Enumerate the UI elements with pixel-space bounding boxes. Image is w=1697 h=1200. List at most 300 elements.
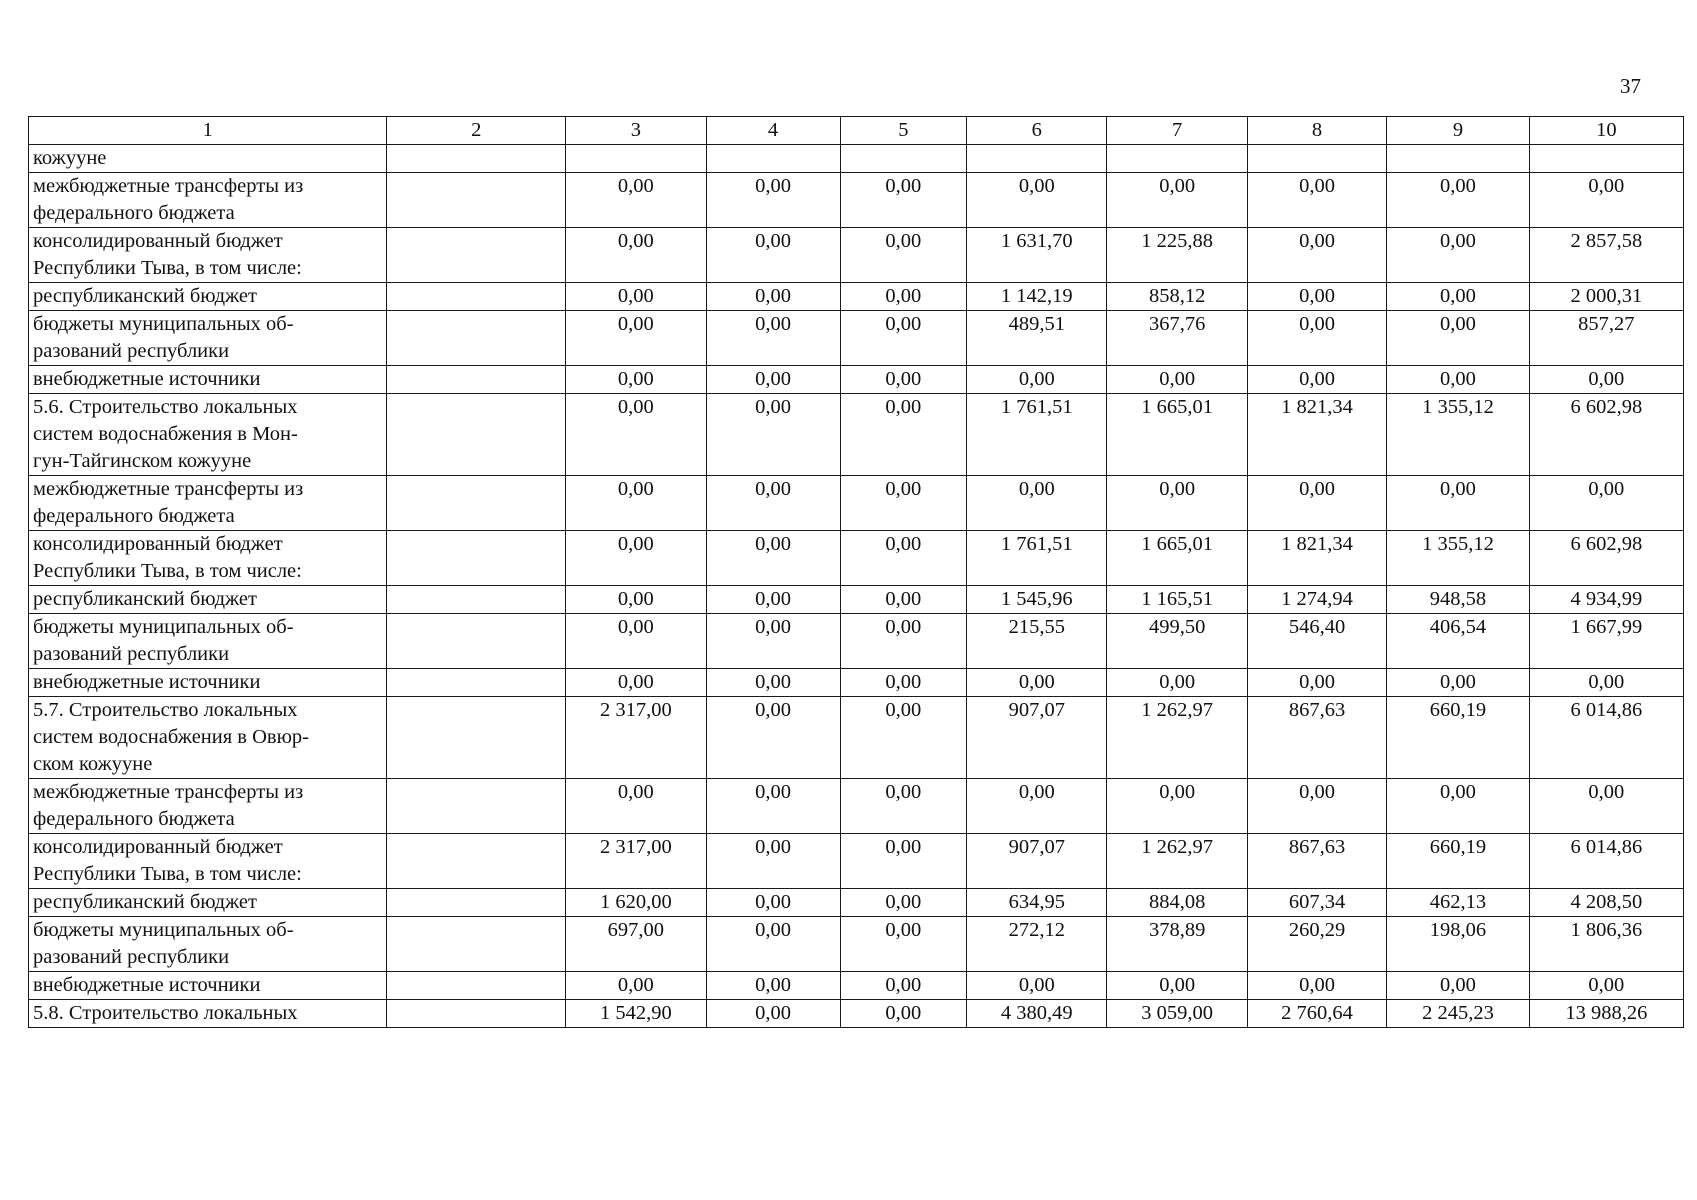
value-cell: [706, 614, 840, 669]
value-cell: [566, 1000, 706, 1028]
empty-cell: [387, 697, 566, 779]
cell-value: 260,29: [1288, 919, 1346, 941]
value-cell: [840, 531, 967, 586]
value-cell: [1107, 697, 1247, 779]
value-cell: [1107, 145, 1247, 173]
value-cell: [1107, 311, 1247, 366]
table-body: [29, 117, 1684, 1028]
cell-value: 1 165,51: [1141, 588, 1214, 610]
cell-value: 0,00: [755, 1002, 791, 1024]
value-cell: [1247, 779, 1386, 834]
value-cell: [1529, 669, 1683, 697]
row-label-cell: [29, 531, 387, 586]
cell-value: 4 380,49: [1000, 1002, 1073, 1024]
row-label-cell: [29, 173, 387, 228]
empty-cell: [387, 586, 566, 614]
value-cell: [1387, 917, 1530, 972]
value-cell: [1387, 531, 1530, 586]
row-label: внебюджетные источники: [33, 671, 261, 693]
cell-value: 948,58: [1429, 588, 1487, 610]
value-cell: [1107, 889, 1247, 917]
value-cell: [840, 228, 967, 283]
table-row: [29, 889, 1684, 917]
value-cell: [1387, 889, 1530, 917]
cell-value: 0,00: [1440, 285, 1476, 307]
value-cell: [1529, 834, 1683, 889]
value-cell: [1529, 1000, 1683, 1028]
cell-value: 0,00: [755, 671, 791, 693]
cell-value: 660,19: [1429, 836, 1487, 858]
empty-cell: [387, 917, 566, 972]
value-cell: [1247, 972, 1386, 1000]
value-cell: [840, 779, 967, 834]
value-cell: [1387, 972, 1530, 1000]
cell-value: 0,00: [885, 588, 922, 610]
cell-value: 6 602,98: [1570, 396, 1643, 418]
value-cell: [967, 311, 1107, 366]
row-label: кожууне: [33, 147, 107, 169]
value-cell: [1529, 779, 1683, 834]
cell-value: 1 761,51: [1000, 533, 1073, 555]
cell-value: 0,00: [755, 699, 791, 721]
budget-table: [28, 116, 1684, 1028]
value-cell: [1247, 697, 1386, 779]
table-row: [29, 531, 1684, 586]
cell-value: 0,00: [1018, 974, 1055, 996]
value-cell: [1107, 283, 1247, 311]
row-label: внебюджетные источники: [33, 368, 261, 390]
value-cell: [967, 173, 1107, 228]
cell-value: 0,00: [1018, 175, 1055, 197]
value-cell: [840, 1000, 967, 1028]
cell-value: 0,00: [885, 1002, 922, 1024]
cell-value: 1 542,90: [599, 1002, 672, 1024]
table-row: [29, 145, 1684, 173]
cell-value: 272,12: [1008, 919, 1065, 941]
value-cell: [1247, 311, 1386, 366]
cell-value: 4 208,50: [1570, 891, 1643, 913]
table-row: [29, 834, 1684, 889]
value-cell: [1529, 394, 1683, 476]
row-label-cell: [29, 311, 387, 366]
cell-value: 0,00: [617, 285, 654, 307]
value-cell: [1529, 476, 1683, 531]
cell-value: 1 761,51: [1000, 396, 1073, 418]
cell-value: 0,00: [755, 533, 791, 555]
value-cell: [1247, 669, 1386, 697]
cell-value: 378,89: [1148, 919, 1206, 941]
row-label: бюджеты муниципальных об- разований республики: [33, 616, 294, 665]
value-cell: [1387, 173, 1530, 228]
value-cell: [1529, 531, 1683, 586]
value-cell: [1107, 614, 1247, 669]
value-cell: [566, 917, 706, 972]
value-cell: [566, 834, 706, 889]
cell-value: 0,00: [1440, 368, 1476, 390]
cell-value: 867,63: [1288, 699, 1346, 721]
value-cell: [840, 366, 967, 394]
header-cell-8: 8: [1247, 117, 1386, 145]
value-cell: [1387, 394, 1530, 476]
value-cell: [1247, 228, 1386, 283]
value-cell: [967, 476, 1107, 531]
row-label: 5.7. Строительство локальных систем водоснабжения в Овюр- ском кожууне: [33, 699, 309, 775]
value-cell: [1107, 476, 1247, 531]
cell-value: 607,34: [1288, 891, 1346, 913]
value-cell: [1247, 366, 1386, 394]
cell-value: 546,40: [1288, 616, 1346, 638]
cell-value: 0,00: [1018, 478, 1055, 500]
cell-value: 0,00: [755, 836, 791, 858]
cell-value: 0,00: [1588, 671, 1625, 693]
value-cell: [706, 1000, 840, 1028]
cell-value: 215,55: [1008, 616, 1065, 638]
cell-value: 1 545,96: [1000, 588, 1073, 610]
value-cell: [840, 476, 967, 531]
table-row: [29, 917, 1684, 972]
table-row: [29, 311, 1684, 366]
value-cell: [1387, 145, 1530, 173]
row-label-cell: [29, 145, 387, 173]
value-cell: [1247, 283, 1386, 311]
table-row: [29, 669, 1684, 697]
cell-value: 3 059,00: [1141, 1002, 1214, 1024]
value-cell: [967, 1000, 1107, 1028]
cell-value: 2 760,64: [1281, 1002, 1353, 1024]
cell-value: 0,00: [1159, 175, 1196, 197]
value-cell: [566, 311, 706, 366]
value-cell: [1387, 476, 1530, 531]
empty-cell: [387, 366, 566, 394]
table-row: [29, 586, 1684, 614]
cell-value: 0,00: [617, 533, 654, 555]
cell-value: 198,06: [1429, 919, 1487, 941]
cell-value: 0,00: [1588, 368, 1625, 390]
cell-value: 2 245,23: [1422, 1002, 1494, 1024]
value-cell: [967, 972, 1107, 1000]
table-row: [29, 697, 1684, 779]
cell-value: 0,00: [885, 313, 922, 335]
cell-value: 0,00: [1440, 478, 1476, 500]
cell-value: 0,00: [755, 478, 791, 500]
value-cell: [840, 394, 967, 476]
value-cell: [1247, 889, 1386, 917]
value-cell: [1529, 972, 1683, 1000]
value-cell: [566, 614, 706, 669]
table-row: [29, 1000, 1684, 1028]
cell-value: 0,00: [617, 671, 654, 693]
empty-cell: [387, 614, 566, 669]
value-cell: [706, 366, 840, 394]
header-cell-9: 9: [1387, 117, 1530, 145]
value-cell: [840, 697, 967, 779]
row-label: 5.8. Строительство локальных: [33, 1002, 298, 1024]
cell-value: 0,00: [1440, 313, 1476, 335]
value-cell: [967, 531, 1107, 586]
table-row: [29, 476, 1684, 531]
value-cell: [706, 834, 840, 889]
cell-value: 0,00: [755, 781, 791, 803]
value-cell: [967, 145, 1107, 173]
value-cell: [706, 586, 840, 614]
value-cell: [1387, 614, 1530, 669]
value-cell: [1387, 1000, 1530, 1028]
value-cell: [967, 366, 1107, 394]
value-cell: [706, 394, 840, 476]
value-cell: [706, 145, 840, 173]
value-cell: [566, 173, 706, 228]
cell-value: 0,00: [1588, 974, 1625, 996]
cell-value: 0,00: [1159, 974, 1196, 996]
empty-cell: [387, 834, 566, 889]
value-cell: [1387, 311, 1530, 366]
row-label-cell: [29, 889, 387, 917]
cell-value: 634,95: [1008, 891, 1065, 913]
value-cell: [1529, 917, 1683, 972]
value-cell: [1247, 173, 1386, 228]
cell-value: 0,00: [885, 974, 922, 996]
cell-value: 0,00: [617, 478, 654, 500]
value-cell: [1247, 531, 1386, 586]
header-cell-10: 10: [1529, 117, 1683, 145]
value-cell: [1107, 779, 1247, 834]
value-cell: [1247, 586, 1386, 614]
value-cell: [840, 586, 967, 614]
row-label-cell: [29, 476, 387, 531]
value-cell: [1247, 1000, 1386, 1028]
table-row: [29, 228, 1684, 283]
cell-value: 0,00: [1440, 671, 1476, 693]
row-label-cell: [29, 972, 387, 1000]
value-cell: [566, 697, 706, 779]
cell-value: 0,00: [1299, 478, 1335, 500]
row-label: республиканский бюджет: [33, 285, 257, 307]
value-cell: [967, 917, 1107, 972]
cell-value: 0,00: [1299, 285, 1335, 307]
value-cell: [967, 697, 1107, 779]
value-cell: [1107, 1000, 1247, 1028]
cell-value: 1 667,99: [1570, 616, 1643, 638]
cell-value: 2 317,00: [599, 699, 672, 721]
cell-value: 1 262,97: [1141, 836, 1214, 858]
empty-cell: [387, 972, 566, 1000]
row-label-cell: [29, 1000, 387, 1028]
value-cell: [1529, 311, 1683, 366]
cell-value: 13 988,26: [1565, 1002, 1648, 1024]
value-cell: [1529, 366, 1683, 394]
row-label-cell: [29, 586, 387, 614]
value-cell: [967, 834, 1107, 889]
row-label: республиканский бюджет: [33, 588, 257, 610]
cell-value: 0,00: [885, 285, 922, 307]
cell-value: 0,00: [1299, 230, 1335, 252]
table-row: [29, 173, 1684, 228]
value-cell: [566, 476, 706, 531]
value-cell: [706, 531, 840, 586]
cell-value: 0,00: [755, 175, 791, 197]
value-cell: [566, 669, 706, 697]
value-cell: [566, 889, 706, 917]
cell-value: 0,00: [1159, 781, 1196, 803]
value-cell: [840, 669, 967, 697]
cell-value: 0,00: [617, 175, 654, 197]
cell-value: 0,00: [885, 891, 922, 913]
cell-value: 406,54: [1429, 616, 1487, 638]
value-cell: [840, 145, 967, 173]
cell-value: 0,00: [755, 588, 791, 610]
cell-value: 0,00: [617, 781, 654, 803]
row-label-cell: [29, 834, 387, 889]
value-cell: [840, 283, 967, 311]
cell-value: 0,00: [755, 285, 791, 307]
cell-value: 0,00: [885, 368, 922, 390]
cell-value: 697,00: [607, 919, 664, 941]
header-cell-2: 2: [387, 117, 566, 145]
cell-value: 1 821,34: [1281, 396, 1353, 418]
empty-cell: [387, 228, 566, 283]
value-cell: [1247, 394, 1386, 476]
cell-value: 6 014,86: [1570, 836, 1643, 858]
empty-cell: [387, 889, 566, 917]
row-label: внебюджетные источники: [33, 974, 261, 996]
row-label: межбюджетные трансферты из федерального бюджета: [33, 781, 304, 830]
value-cell: [1387, 228, 1530, 283]
cell-value: 0,00: [885, 396, 922, 418]
value-cell: [706, 311, 840, 366]
empty-cell: [387, 311, 566, 366]
row-label-cell: [29, 283, 387, 311]
value-cell: [1107, 834, 1247, 889]
value-cell: [967, 779, 1107, 834]
cell-value: 489,51: [1008, 313, 1065, 335]
cell-value: 0,00: [1299, 313, 1335, 335]
cell-value: 907,07: [1008, 699, 1065, 721]
value-cell: [566, 779, 706, 834]
value-cell: [566, 586, 706, 614]
row-label-cell: [29, 917, 387, 972]
empty-cell: [387, 283, 566, 311]
value-cell: [566, 228, 706, 283]
empty-cell: [387, 145, 566, 173]
table-row: [29, 614, 1684, 669]
header-cell-1: 1: [29, 117, 387, 145]
value-cell: [706, 889, 840, 917]
value-cell: [706, 917, 840, 972]
header-cell-4: 4: [706, 117, 840, 145]
cell-value: 499,50: [1148, 616, 1206, 638]
cell-value: 0,00: [885, 699, 922, 721]
cell-value: 0,00: [1159, 671, 1196, 693]
cell-value: 1 274,94: [1281, 588, 1353, 610]
cell-value: 1 665,01: [1141, 396, 1214, 418]
cell-value: 0,00: [885, 230, 922, 252]
table-row: [29, 366, 1684, 394]
row-label: бюджеты муниципальных об- разований республики: [33, 313, 294, 362]
cell-value: 0,00: [755, 974, 791, 996]
cell-value: 4 934,99: [1570, 588, 1643, 610]
value-cell: [967, 228, 1107, 283]
value-cell: [1107, 972, 1247, 1000]
value-cell: [1529, 889, 1683, 917]
value-cell: [1387, 779, 1530, 834]
cell-value: 0,00: [1299, 671, 1335, 693]
value-cell: [706, 697, 840, 779]
value-cell: [840, 311, 967, 366]
cell-value: 0,00: [885, 836, 922, 858]
value-cell: [967, 586, 1107, 614]
cell-value: 1 821,34: [1281, 533, 1353, 555]
cell-value: 1 355,12: [1422, 396, 1494, 418]
empty-cell: [387, 669, 566, 697]
empty-cell: [387, 779, 566, 834]
cell-value: 0,00: [1588, 175, 1625, 197]
value-cell: [1247, 476, 1386, 531]
header-cell-5: 5: [840, 117, 967, 145]
value-cell: [967, 394, 1107, 476]
value-cell: [1529, 697, 1683, 779]
value-cell: [1387, 366, 1530, 394]
value-cell: [566, 145, 706, 173]
cell-value: 0,00: [617, 368, 654, 390]
empty-cell: [387, 394, 566, 476]
cell-value: 6 602,98: [1570, 533, 1643, 555]
cell-value: 0,00: [885, 781, 922, 803]
value-cell: [1529, 145, 1683, 173]
table-header-row: [29, 117, 1684, 145]
page-number: 37: [1620, 74, 1641, 98]
header-cell-6: 6: [967, 117, 1107, 145]
value-cell: [1387, 586, 1530, 614]
cell-value: 884,08: [1148, 891, 1206, 913]
value-cell: [840, 614, 967, 669]
value-cell: [1107, 173, 1247, 228]
value-cell: [840, 173, 967, 228]
value-cell: [1529, 173, 1683, 228]
value-cell: [840, 917, 967, 972]
cell-value: 0,00: [755, 313, 791, 335]
empty-cell: [387, 173, 566, 228]
value-cell: [1529, 614, 1683, 669]
value-cell: [566, 531, 706, 586]
cell-value: 1 225,88: [1141, 230, 1214, 252]
cell-value: 0,00: [617, 313, 654, 335]
cell-value: 1 631,70: [1000, 230, 1073, 252]
cell-value: 0,00: [885, 919, 922, 941]
value-cell: [1529, 283, 1683, 311]
cell-value: 0,00: [885, 533, 922, 555]
row-label-cell: [29, 697, 387, 779]
empty-cell: [387, 531, 566, 586]
empty-cell: [387, 476, 566, 531]
value-cell: [1387, 283, 1530, 311]
header-cell-7: 7: [1107, 117, 1247, 145]
value-cell: [1107, 228, 1247, 283]
cell-value: 0,00: [755, 230, 791, 252]
value-cell: [566, 394, 706, 476]
cell-value: 0,00: [755, 396, 791, 418]
table-row: [29, 283, 1684, 311]
value-cell: [967, 614, 1107, 669]
cell-value: 2 857,58: [1570, 230, 1643, 252]
row-label: межбюджетные трансферты из федерального бюджета: [33, 175, 304, 224]
value-cell: [967, 669, 1107, 697]
row-label-cell: [29, 669, 387, 697]
cell-value: 1 262,97: [1141, 699, 1214, 721]
value-cell: [967, 283, 1107, 311]
value-cell: [1247, 834, 1386, 889]
cell-value: 367,76: [1148, 313, 1206, 335]
row-label-cell: [29, 779, 387, 834]
